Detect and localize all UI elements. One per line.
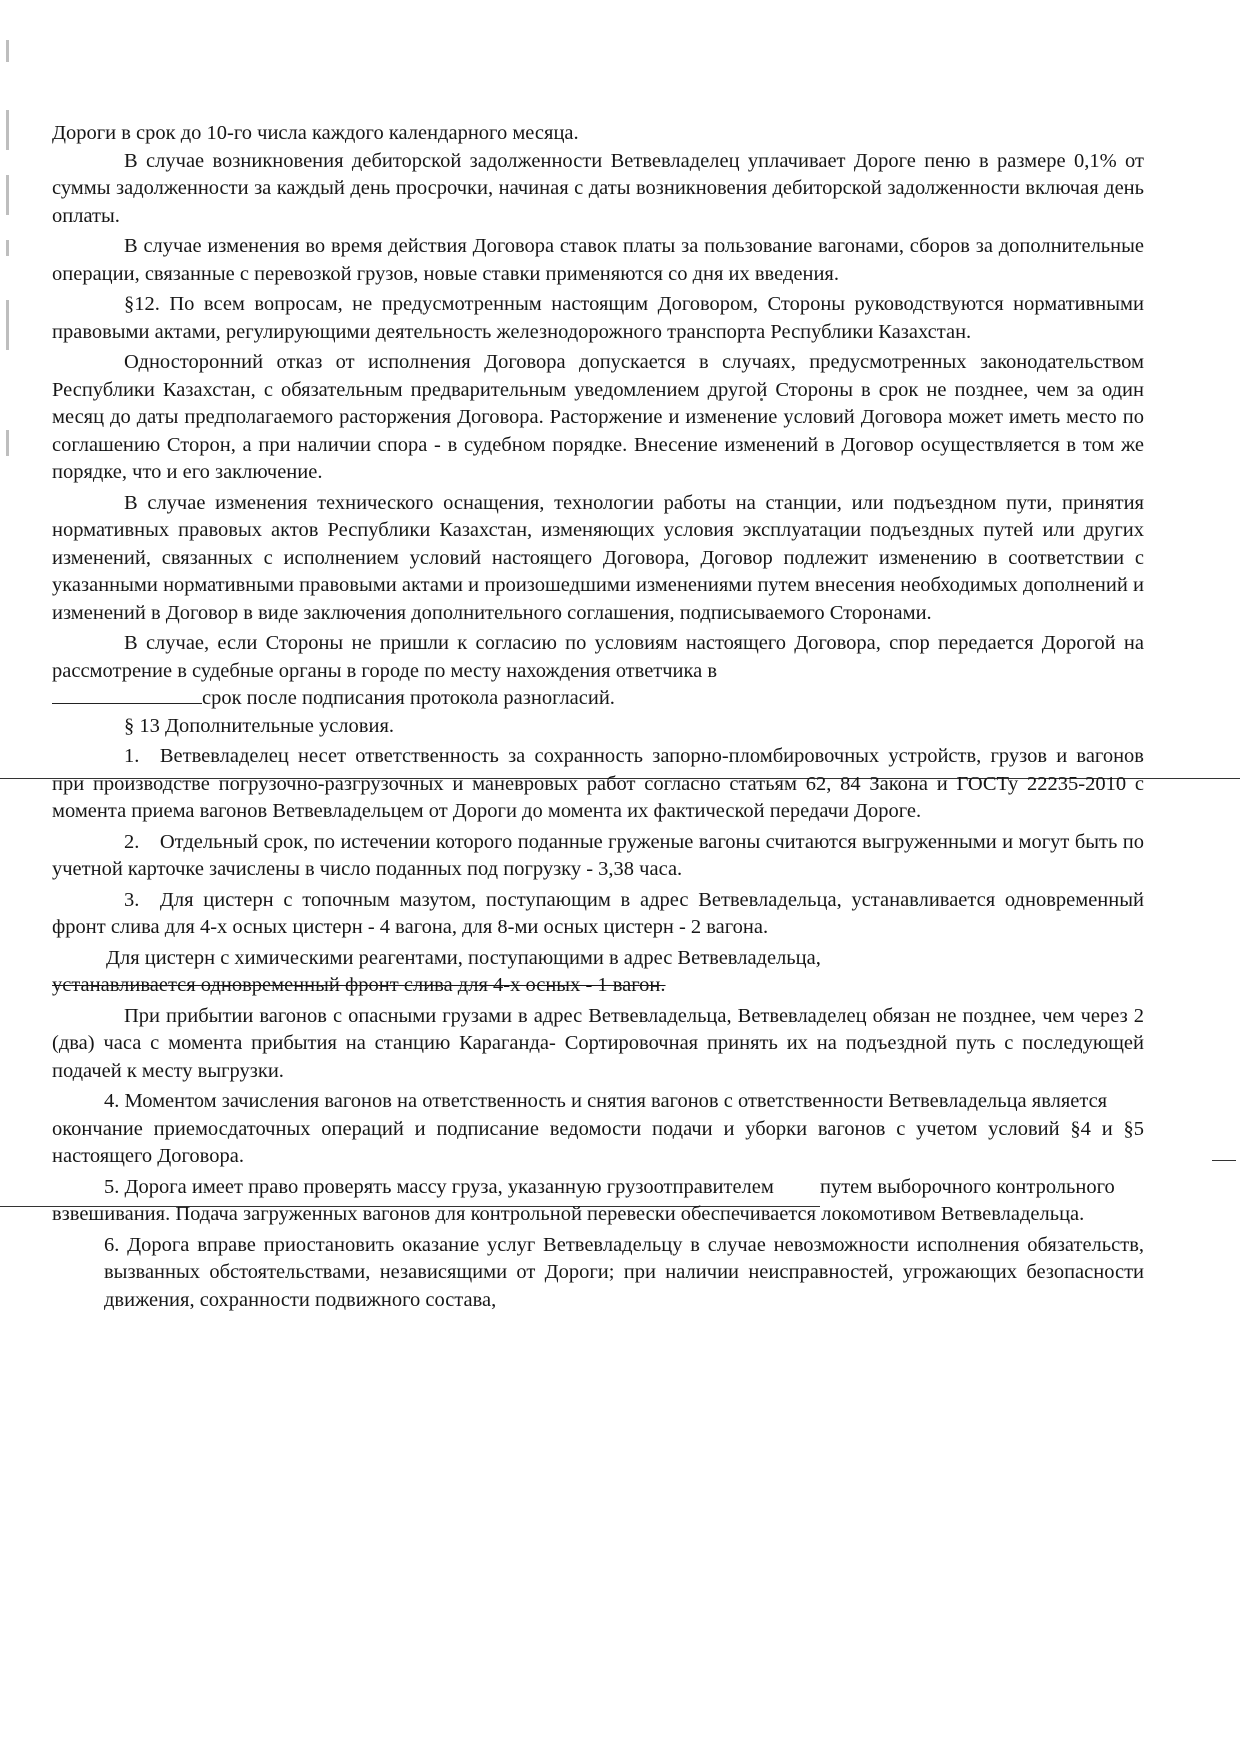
scan-margin-mark <box>6 40 9 62</box>
scan-margin-mark <box>6 430 9 456</box>
blank-line <box>52 685 202 704</box>
scan-margin-mark <box>6 300 9 350</box>
section-13-heading: § 13 Дополнительные условия. <box>124 714 394 737</box>
clause-3-fuel-oil-tanks: 3. Для цистерн с топочным мазутом, поступающим в адрес Ветвевладельца, устанавливается одновременный фронт слива для 4-х осных цистерн - 4 вагона, для 8-ми осных цистерн - 2 вагона. <box>52 888 1144 938</box>
clause-4-moment-of-acceptance: 4. Моментом зачисления вагонов на ответственность и снятия вагонов с ответственности Ветвевладельца является <box>104 1090 1108 1112</box>
scan-margin-mark <box>6 240 9 256</box>
paragraph-dangerous-goods: При прибытии вагонов с опасными грузами в адрес Ветвевладельца, Ветвевладелец обязан не позднее, чем через 2 (два) часа с момента прибытия на станцию Караганда- Сортировочная принять их на подъездной путь с последующей подачей к месту выгрузки. <box>52 1004 1144 1082</box>
clause-1-responsibility: 1. Ветвевладелец несет ответственность за сохранность запорно-пломбировочных устройств, грузов и вагонов при производстве погрузочно-разгрузочных и маневровых работ согласно статьям 62, 84 Закона и ГОСТу 22235-2010 с момента приема вагонов Ветвевладельцем от Дороги до момента их фактической передачи Дороге. <box>52 745 1144 822</box>
clause-2-unloading-term: 2. Отдельный срок, по истечении которого поданные груженые вагоны считаются выгруженными и могут быть по учетной карточке зачислены в число поданных под погрузку - 3,38 часа. <box>52 830 1144 880</box>
paragraph-dispute-term <box>52 685 1144 713</box>
paragraph-dispute-term-text: срок после подписания протокола разногласий. <box>202 687 615 709</box>
paragraph-rate-change: В случае изменения во время действия Договора ставок платы за пользование вагонами, сборов за дополнительные операции, связанные с перевозкой грузов, новые ставки применяются со дня их введения. <box>52 235 1144 285</box>
paragraph-dispute <box>52 630 1144 685</box>
paragraph-unilateral-refusal: Односторонний отказ от исполнения Договора допускается в случаях, предусмотренных законодательством Республики Казахстан, с обязательным предварительным уведомлением другой Стороны в срок не позднее, чем за один месяц до даты предполагаемого расторжения Договора. Расторжение и изменение условий Договора может иметь место по соглашению Сторон, а при наличии спора - в судебном порядке. Внесение изменений в Договор осуществляется в том же порядке, что и его заключение. <box>52 351 1144 483</box>
paragraph-chemical-tanks: Для цистерн с химическими реагентами, поступающими в адрес Ветвевладельца, <box>106 946 821 969</box>
document-body <box>52 120 1144 1314</box>
paragraph-chemical-tanks-struck: устанавливается одновременный фронт слива для 4-х осных - 1 вагон. <box>52 974 666 996</box>
clause-6-suspension: 6. Дорога вправе приостановить оказание услуг Ветвевладельцу в случае невозможности исполнения обязательств, вызванных обстоятельствами, независящими от Дороги; при наличии неисправностей, угрожающих безопасности движения, сохранности подвижного состава, <box>104 1233 1144 1311</box>
scan-margin-mark <box>6 175 9 215</box>
paragraph-section-12: §12. По всем вопросам, не предусмотренным настоящим Договором, Стороны руководствуются нормативными правовыми актами, регулирующими деятельность железнодорожного транспорта Республики Казахстан. <box>52 293 1144 343</box>
paragraph-debt-penalty: В случае возникновения дебиторской задолженности Ветвевладелец уплачивает Дороге пеню в размере 0,1% от суммы задолженности за каждый день просрочки, начиная с даты возникновения дебиторской задолженности включая день оплаты. <box>52 149 1144 227</box>
paragraph-technical-changes: В случае изменения технического оснащения, технологии работы на станции, или подъездном пути, принятия нормативных правовых актов Республики Казахстан, изменяющих условия эксплуатации подъездных путей или других изменений, связанных с исполнением условий настоящего Договора, Договор подлежит изменению в соответствии с указанными нормативными правовыми актами и произошедшими изменениями путем внесения необходимых дополнений и изменений в Договор в виде заключения дополнительного соглашения, подписываемого Сторонами. <box>52 491 1144 624</box>
paragraph-dispute-text: В случае, если Стороны не пришли к согласию по условиям настоящего Договора, спор передается Дорогой на рассмотрение в судебные органы в городе по месту нахождения ответчика в <box>52 632 1144 682</box>
clause-5-weight-check: 5. Дорога имеет право проверять массу груза, указанную грузоотправителем путем выборочного контрольного <box>104 1175 1115 1198</box>
clause-4-continuation: окончание приемосдаточных операций и подписание ведомости подачи и уборки вагонов с учетом условий §4 и §5 настоящего Договора. <box>52 1117 1144 1167</box>
clause-5-continuation: взвешивания. Подача загруженных вагонов для контрольной перевески обеспечивается локомотивом Ветвевладельца. <box>52 1203 1085 1225</box>
scan-margin-mark <box>6 110 9 150</box>
scan-edge-mark <box>1212 1160 1236 1161</box>
paragraph-payment-deadline: Дороги в срок до 10-го числа каждого календарного месяца. <box>52 122 579 144</box>
